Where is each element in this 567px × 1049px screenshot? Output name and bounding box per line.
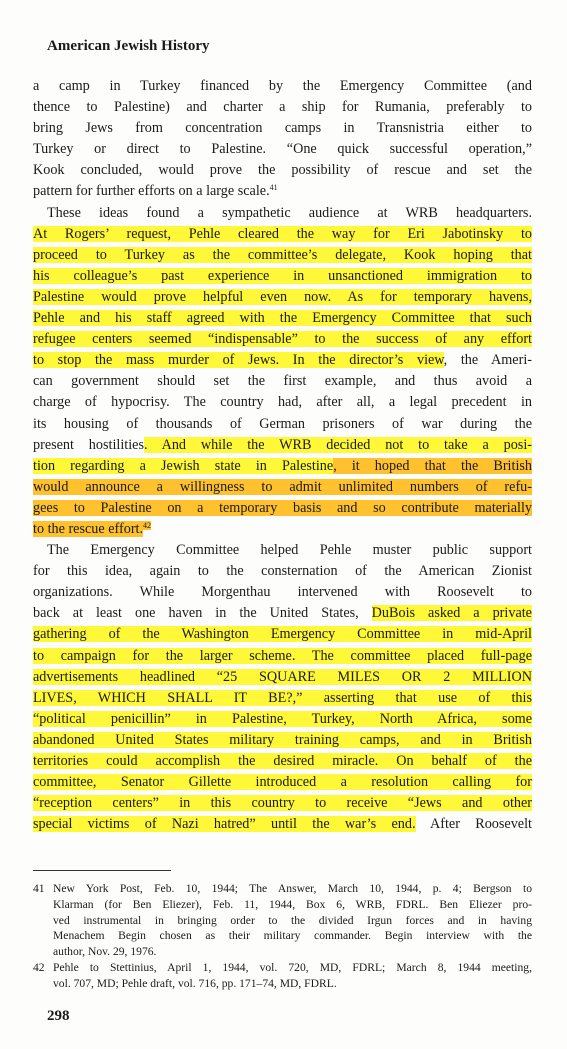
body-text <box>33 76 532 835</box>
text-line <box>33 435 532 456</box>
text-line <box>33 751 532 772</box>
text-line <box>33 582 532 603</box>
text-run: its housing of thousands of German prisoners of war during the <box>33 415 532 432</box>
footnote-line <box>33 881 532 897</box>
text-line <box>33 224 532 245</box>
page-number: 298 <box>47 1008 70 1024</box>
highlighted-text: gathering of the Washington Emergency Committee in mid-April <box>33 626 532 643</box>
footnote-text: vol. 707, MD; Pehle draft, vol. 716, pp. 171–74, MD, FDRL. <box>53 976 337 990</box>
highlighted-text: refugee centers seemed “indispensable” to the success of any effort <box>33 331 532 348</box>
highlighted-text: Pehle and his staff agreed with the Emergency Committee that such <box>33 310 532 327</box>
text-line <box>33 814 532 835</box>
text-run: Turkey or direct to Palestine. “One quick successful operation,” <box>33 141 532 158</box>
text-run: bring Jews from concentration camps in Transnistria either to <box>33 120 532 137</box>
text-line <box>33 519 532 540</box>
text-run: charge of hypocrisy. The country had, after all, a legal precedent in <box>33 394 532 411</box>
text-line <box>33 76 532 97</box>
text-run: , the Ameri- <box>443 352 532 369</box>
text-line <box>33 245 532 266</box>
highlighted-text: to stop the mass murder of Jews. In the director’s view <box>33 352 444 369</box>
footnote-rule <box>33 870 171 871</box>
footnote-ref: 42 <box>143 520 152 530</box>
text-line <box>33 646 532 667</box>
footnote-line <box>33 913 532 929</box>
text-run: organizations. While Morgenthau intervened with Roosevelt to <box>33 584 532 601</box>
highlighted-text: gees to Palestine on a temporary basis and so contribute materially <box>33 499 532 516</box>
highlighted-text: LIVES, WHICH SHALL IT BE?,” asserting that use of this <box>33 689 532 706</box>
text-line <box>33 730 532 751</box>
highlighted-text: At Rogers’ request, Pehle cleared the way for Eri Jabotinsky to <box>33 225 532 242</box>
text-line <box>33 498 532 519</box>
text-line <box>33 603 532 624</box>
highlighted-text: Palestine would prove helpful even now. As for temporary havens, <box>33 288 532 305</box>
footnote-line <box>33 960 532 976</box>
text-run: Kook concluded, would prove the possibility of rescue and set the <box>33 162 532 179</box>
text-line <box>33 709 532 730</box>
text-line <box>33 371 532 392</box>
text-line <box>33 667 532 688</box>
text-line <box>33 561 532 582</box>
highlighted-text: special victims of Nazi hatred” until the war’s end. <box>33 816 416 833</box>
footnotes <box>33 881 532 992</box>
highlighted-text: . And while the WRB decided not to take a posi- <box>143 436 532 453</box>
text-run: can government should set the first example, and thus avoid a <box>33 373 532 390</box>
text-run: present hostilities <box>33 436 144 453</box>
text-line <box>33 97 532 118</box>
text-run: The Emergency Committee helped Pehle muster public support <box>47 542 532 559</box>
text-line <box>33 392 532 413</box>
text-run: After Roosevelt <box>415 816 532 833</box>
highlighted-text: abandoned United States military training camps, and in British <box>33 731 532 748</box>
highlighted-text: , it hoped that the British <box>333 457 533 474</box>
text-line <box>33 181 532 202</box>
highlighted-text: advertisements headlined “25 SQUARE MILES OR 2 MILLION <box>33 668 532 685</box>
text-line <box>33 329 532 350</box>
footnote-text: ved instrumental in bringing order to the divided Irgun forces and in having <box>53 913 532 927</box>
highlighted-text: committee, Senator Gillette introduced a resolution calling for <box>33 774 532 791</box>
running-header: American Jewish History <box>47 38 210 54</box>
footnote-line <box>33 928 532 944</box>
text-line <box>33 793 532 814</box>
highlighted-text: to the rescue effort. <box>33 520 144 537</box>
text-run: back at least one haven in the United States, <box>33 605 372 622</box>
text-run: a camp in Turkey financed by the Emergency Committee (and <box>33 78 532 94</box>
footnote-text: Menachem Begin chosen as their military commander. Begin interview with the <box>53 929 532 943</box>
footnote-number: 42 <box>33 960 45 974</box>
footnote-line <box>33 944 532 960</box>
text-line <box>33 456 532 477</box>
highlighted-text: would announce a willingness to admit unlimited numbers of refu- <box>33 478 532 495</box>
highlighted-text: tion regarding a Jewish state in Palestine <box>33 457 334 474</box>
text-line <box>33 118 532 139</box>
text-run: pattern for further efforts on a large scale. <box>33 183 270 200</box>
text-line <box>33 414 532 435</box>
text-line <box>33 540 532 561</box>
text-line <box>33 772 532 793</box>
text-line <box>33 477 532 498</box>
text-line <box>33 266 532 287</box>
highlighted-text: his colleague’s past experience in unsanctioned immigration to <box>33 267 532 284</box>
footnote-text: Pehle to Stettinius, April 1, 1944, vol. 720, MD, FDRL; March 8, 1944 meeting, <box>53 960 532 974</box>
text-line <box>33 139 532 160</box>
highlighted-text: proceed to Turkey as the committee’s delegate, Kook hoping that <box>33 246 532 263</box>
footnote-number: 41 <box>33 882 45 895</box>
footnote-line <box>33 976 532 992</box>
footnote-ref: 41 <box>269 183 278 193</box>
footnote-text: Klarman (for Ben Eliezer), Feb. 11, 1944, Box 6, WRB, FDRL. Ben Eliezer pro- <box>53 897 532 911</box>
footnote-text: New York Post, Feb. 10, 1944; The Answer, March 10, 1944, p. 4; Bergson to <box>53 882 532 895</box>
highlighted-text: “political penicillin” in Palestine, Turkey, North Africa, some <box>33 710 532 727</box>
footnote-text: author, Nov. 29, 1976. <box>53 945 157 959</box>
text-line <box>33 624 532 645</box>
highlighted-text: DuBois asked a private <box>371 605 532 622</box>
footnote-line <box>33 897 532 913</box>
text-line <box>33 688 532 709</box>
text-line <box>33 308 532 329</box>
text-line <box>33 350 532 371</box>
text-run: for this idea, again to the consternation of the American Zionist <box>33 563 532 580</box>
text-line <box>33 203 532 224</box>
text-line <box>33 287 532 308</box>
text-run: These ideas found a sympathetic audience at WRB headquarters. <box>47 204 532 221</box>
highlighted-text: to campaign for the larger scheme. The committee placed full-page <box>33 647 532 664</box>
text-line <box>33 160 532 181</box>
highlighted-text: territories could accomplish the desired miracle. On behalf of the <box>33 753 532 769</box>
highlighted-text: “reception centers” in this country to receive “Jews and other <box>33 795 532 812</box>
text-run: thence to Palestine) and charter a ship for Rumania, preferably to <box>33 99 532 116</box>
